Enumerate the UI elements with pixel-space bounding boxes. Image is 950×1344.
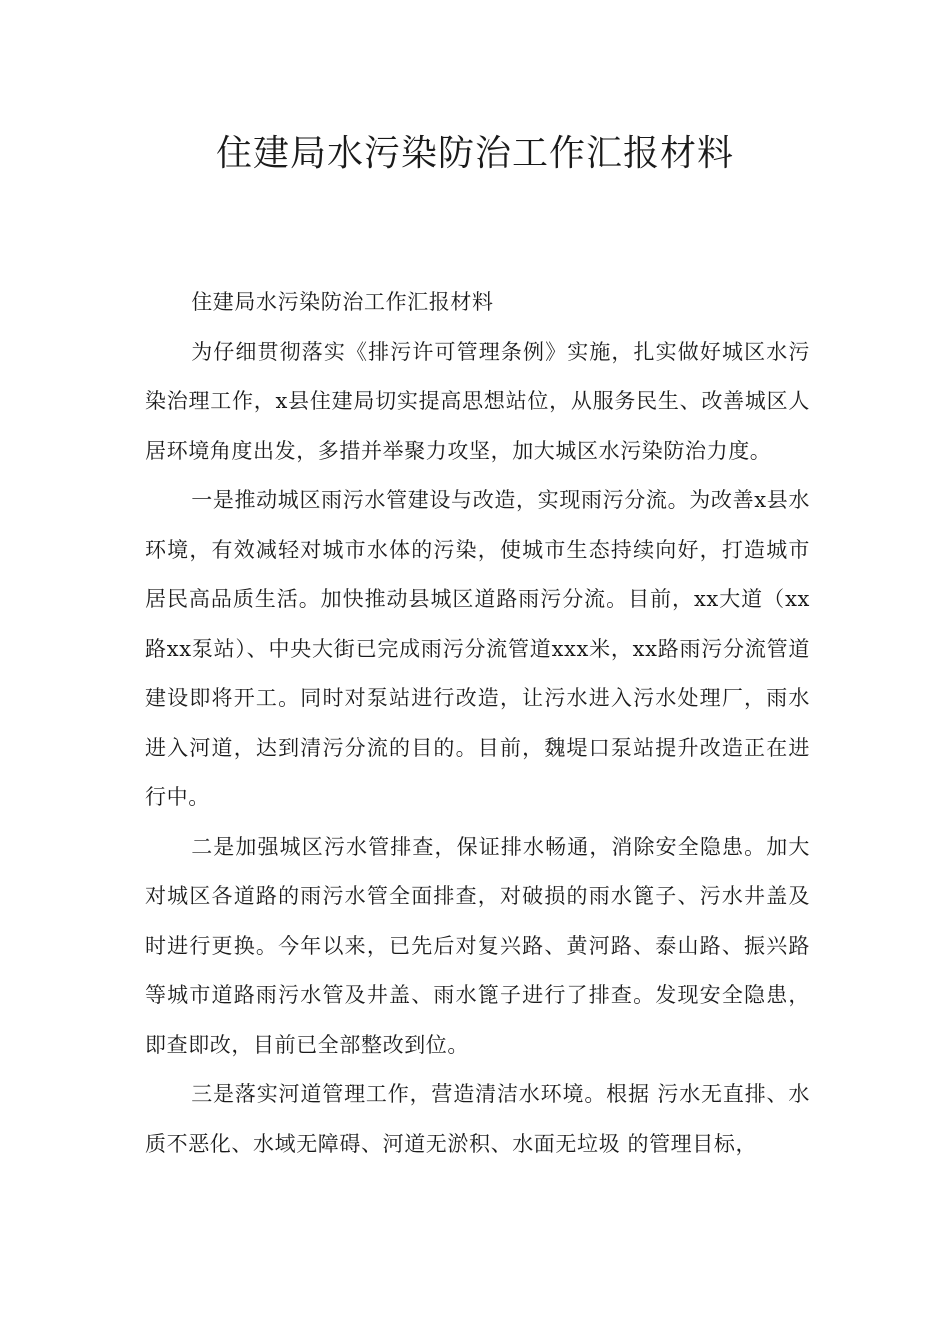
document-title: 住建局水污染防治工作汇报材料 bbox=[215, 133, 734, 174]
paragraph-intro: 为仔细贯彻落实《排污许可管理条例》实施，扎实做好城区水污染治理工作，x县住建局切实提高思想站位，从服务民生、改善城区人居环境角度出发，多措并举聚力攻坚，加大城区水污染防治力度。 bbox=[145, 339, 810, 463]
paragraph-point-two: 二是加强城区污水管排查，保证排水畅通，消除安全隐患。加大对城区各道路的雨污水管全面排查，对破损的雨水篦子、污水井盖及时进行更换。今年以来，已先后对复兴路、黄河路、泰山路、振兴路等城市道路雨污水管及井盖、雨水篦子进行了排查。发现安全隐患，即查即改，目前已全部整改到位。 bbox=[145, 834, 810, 1057]
paragraph-point-three: 三是落实河道管理工作，营造清洁水环境。根据 污水无直排、水质不恶化、水域无障碍、河道无淤积、水面无垃圾 的管理目标， bbox=[145, 1082, 810, 1156]
document-body bbox=[145, 278, 810, 1169]
paragraph-heading: 住建局水污染防治工作汇报材料 bbox=[191, 290, 494, 314]
paragraph-point-one: 一是推动城区雨污水管建设与改造，实现雨污分流。为改善x县水环境，有效减轻对城市水体的污染，使城市生态持续向好，打造城市居民高品质生活。加快推动县城区道路雨污分流。目前，xx大道（xx路xx泵站）、中央大街已完成雨污分流管道xxx米，xx路雨污分流管道建设即将开工。同时对泵站进行改造，让污水进入污水处理厂，雨水进入河道，达到清污分流的目的。目前，魏堤口泵站提升改造正在进行中。 bbox=[145, 488, 810, 809]
